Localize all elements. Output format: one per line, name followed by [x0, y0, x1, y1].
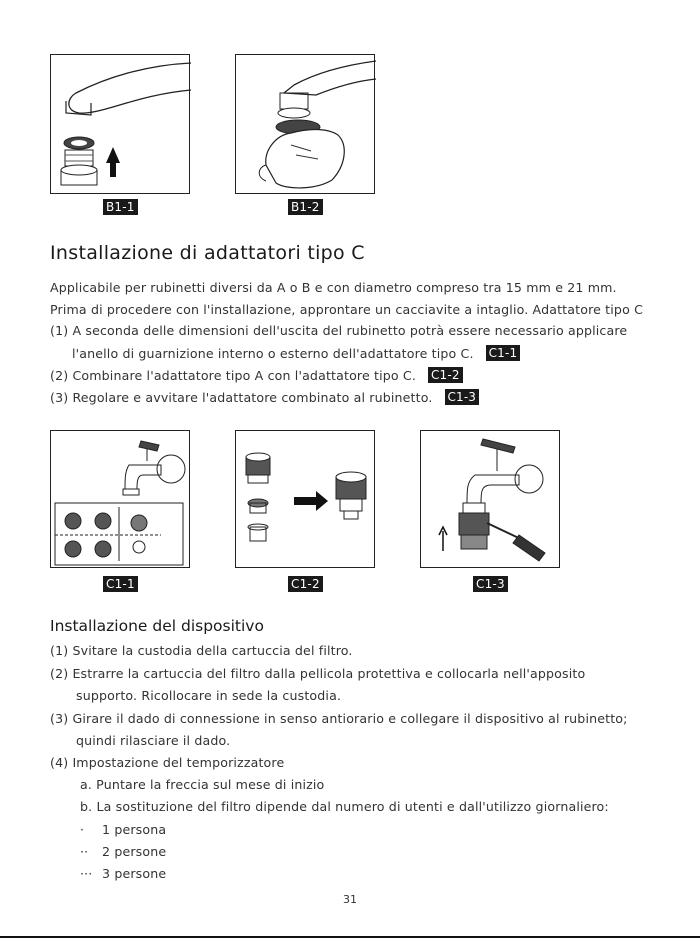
step-1-ref: C1-1	[486, 345, 521, 361]
figure-b1-1	[50, 54, 190, 194]
faucet-illustration	[51, 55, 191, 195]
tap-screwdriver-illustration	[421, 431, 561, 569]
bullet-item	[80, 822, 166, 837]
bullet-mark: ···	[80, 866, 93, 881]
device-step-4a: a. Puntare la freccia sul mese di inizio	[80, 777, 325, 792]
figure-c1-2	[235, 430, 375, 568]
faucet-hand-illustration	[236, 55, 376, 195]
bullet-item	[80, 866, 166, 881]
figure-c1-1	[50, 430, 190, 568]
step-1-line-b	[72, 345, 520, 361]
step-2-text: (2) Combinare l'adattatore tipo A con l'adattatore tipo C.	[50, 368, 417, 383]
device-step-4: (4) Impostazione del temporizzatore	[50, 755, 285, 770]
bullet-text: 2 persone	[102, 844, 167, 859]
page-number: 31	[343, 893, 357, 906]
figure-label-c1-3: C1-3	[473, 576, 508, 592]
figure-label-c1-1: C1-1	[103, 576, 138, 592]
bullet-mark: ·	[80, 822, 85, 837]
step-1-text: l'anello di guarnizione interno o esterno dell'adattatore tipo C.	[72, 346, 474, 361]
figure-label-b1-1: B1-1	[103, 199, 138, 215]
section-title-adapter-c: Installazione di adattatori tipo C	[50, 242, 365, 264]
device-step-2-line-a: (2) Estrarre la cartuccia del filtro dalla pellicola protettiva e collocarla nell'apposito	[50, 666, 586, 681]
bullet-item	[80, 844, 166, 859]
figure-b1-2	[235, 54, 375, 194]
figure-c1-3	[420, 430, 560, 568]
figure-label-c1-2: C1-2	[288, 576, 323, 592]
step-3-line	[50, 389, 479, 405]
step-3-ref: C1-3	[445, 389, 480, 405]
step-2-line	[50, 367, 463, 383]
bullet-text: 3 persone	[102, 866, 167, 881]
garden-tap-adapter-illustration	[51, 431, 191, 569]
figure-label-b1-2: B1-2	[288, 199, 323, 215]
device-step-2-line-b: supporto. Ricollocare in sede la custodia.	[76, 688, 342, 703]
intro-line-2: Prima di procedere con l'installazione, approntare un cacciavite a intaglio. Adattatore tipo C	[50, 302, 644, 317]
device-step-3-line-b: quindi rilasciare il dado.	[76, 733, 231, 748]
intro-line-1: Applicabile per rubinetti diversi da A o B e con diametro compreso tra 15 mm e 21 mm.	[50, 280, 617, 295]
device-step-4b: b. La sostituzione del filtro dipende dal numero di utenti e dall'utilizzo giornaliero:	[80, 799, 609, 814]
section-title-device: Installazione del dispositivo	[50, 617, 264, 635]
bullet-text: 1 persona	[102, 822, 167, 837]
step-3-text: (3) Regolare e avvitare l'adattatore combinato al rubinetto.	[50, 390, 433, 405]
step-1-line-a: (1) A seconda delle dimensioni dell'uscita del rubinetto potrà essere necessario applicare	[50, 323, 628, 338]
adapter-combine-illustration	[236, 431, 376, 569]
device-step-3-line-a: (3) Girare il dado di connessione in senso antiorario e collegare il dispositivo al rubinetto;	[50, 711, 628, 726]
step-2-ref: C1-2	[428, 367, 463, 383]
device-step-1: (1) Svitare la custodia della cartuccia del filtro.	[50, 643, 353, 658]
bullet-mark: ··	[80, 844, 89, 859]
bottom-rule	[0, 936, 700, 938]
